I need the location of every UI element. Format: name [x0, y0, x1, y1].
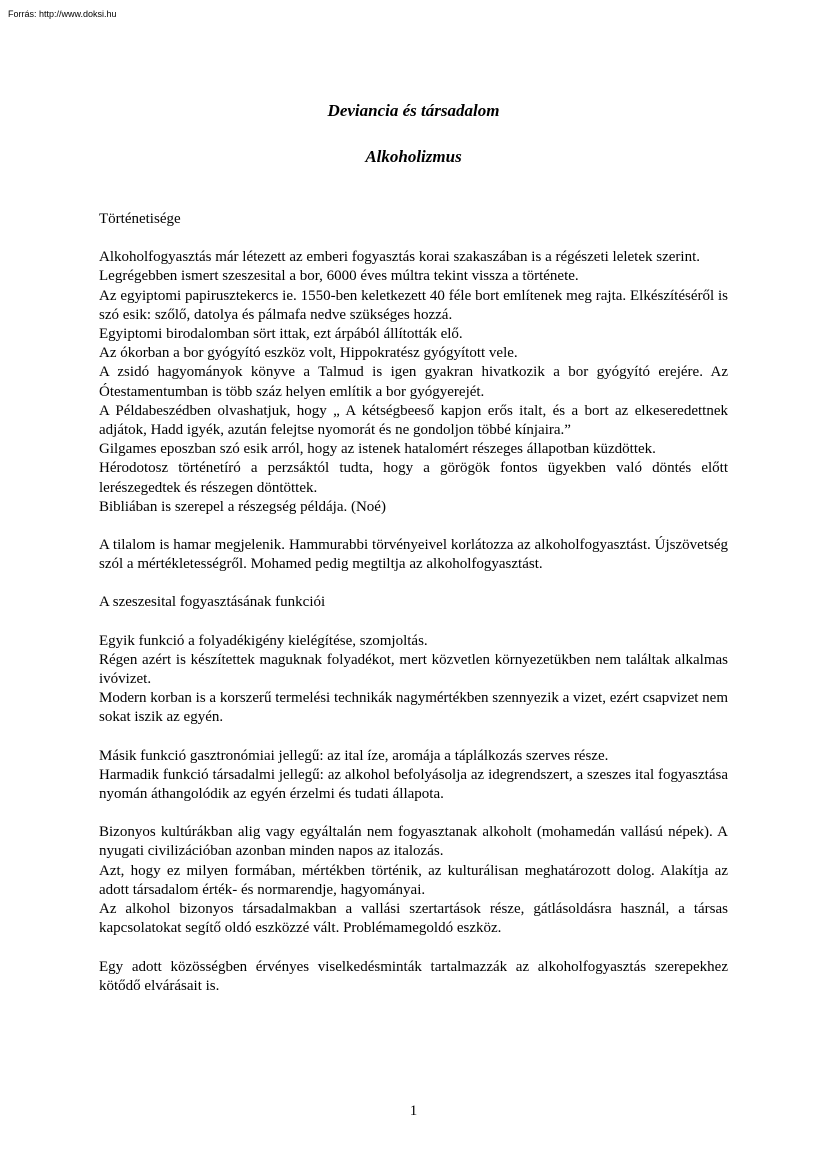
paragraph: Harmadik funkció társadalmi jellegű: az alkohol befolyásolja az idegrendszert, a szeszes ital fogyasztása nyomán áthangolódik az egyén érzelmi és tudati állapota. [99, 766, 728, 803]
page-number: 1 [409, 1103, 418, 1119]
paragraph: Régen azért is készítettek maguknak folyadékot, mert közvetlen környezetükben nem találtak alkalmas ivóvizet. [99, 651, 728, 688]
paragraph: Hérodotosz történetíró a perzsáktól tudta, hogy a görögök fontos ügyekben való döntés előtt lerészegedtek és részegen döntöttek. [99, 460, 728, 496]
paragraph: Azt, hogy ez milyen formában, mértékben történik, az kulturálisan meghatározott dolog. Alakítja az adott társadalom érték- és normarendje, hagyományai. [99, 862, 728, 898]
paragraph: A Példabeszédben olvashatjuk, hogy „ A kétségbeeső kapjon erős italt, és a bort az elkeseredettnek adjátok, Hadd igyék, azután felejtse nyomorát és ne gondoljon többé kínjaira.” [99, 402, 728, 439]
paragraph: Az ókorban a bor gyógyító eszköz volt, Hippokratész gyógyított vele. [99, 345, 518, 362]
paragraph: A tilalom is hamar megjelenik. Hammurabbi törvényeivel korlátozza az alkoholfogyasztást. Újszövetség szól a mértékletességről. Mohamed pedig megtiltja az alkoholfogyasztást. [99, 537, 728, 573]
section-heading-history: Történetisége [99, 211, 181, 227]
paragraph: Modern korban is a korszerű termelési technikák nagymértékben szennyezik a vizet, ezért csapvizet nem sokat iszik az egyén. [99, 690, 728, 726]
paragraph: Az alkohol bizonyos társadalmakban a vallási szertartások része, gátlásoldásra használ, a társas kapcsolatokat segítő oldó eszközzé vált. Problémamegoldó eszköz. [99, 901, 728, 937]
section-heading-functions: A szeszesital fogyasztásának funkciói [99, 594, 326, 611]
paragraph: Bibliában is szerepel a részegség példája. (Noé) [99, 498, 386, 515]
paragraph: Egy adott közösségben érvényes viselkedésminták tartalmazzák az alkoholfogyasztás szerepekhez kötődő elvárásait is. [99, 958, 728, 994]
paragraph: Alkoholfogyasztás már létezett az emberi fogyasztás korai szakaszában is a régészeti leletek szerint. [99, 249, 700, 266]
paragraph: Bizonyos kultúrákban alig vagy egyáltalán nem fogyasztanak alkoholt (mohamedán vallású népek). A nyugati civilizációban azonban minden napos az italozás. [99, 824, 728, 860]
paragraph: Egyiptomi birodalomban sört ittak, ezt árpából állították elő. [99, 326, 463, 343]
document-body [99, 210, 728, 996]
paragraph: Másik funkció gasztronómiai jellegű: az ital íze, aromája a táplálkozás szerves része. [99, 747, 609, 764]
paragraph: Legrégebben ismert szeszesital a bor, 6000 éves múltra tekint vissza a története. [99, 268, 579, 285]
source-label: Forrás: http://www.doksi.hu [8, 9, 117, 19]
paragraph: Egyik funkció a folyadékigény kielégítése, szomjoltás. [99, 632, 428, 649]
document-title: Deviancia és társadalom [327, 101, 500, 120]
document-subtitle: Alkoholizmus [365, 147, 462, 166]
paragraph: A zsidó hagyományok könyve a Talmud is igen gyakran hivatkozik a bor gyógyító erejére. Az Ótestamentumban is több száz helyen említik a bor gyógyerejét. [99, 364, 728, 400]
paragraph: Gilgames eposzban szó esik arról, hogy az istenek hatalomért részeges állapotban küzdöttek. [99, 441, 656, 458]
paragraph: Az egyiptomi papirusztekercs ie. 1550-ben keletkezett 40 féle bort említenek meg rajta. Elkészítéséről is szó esik: szőlő, datolya és pálmafa nedve szükséges hozzá. [99, 287, 728, 323]
